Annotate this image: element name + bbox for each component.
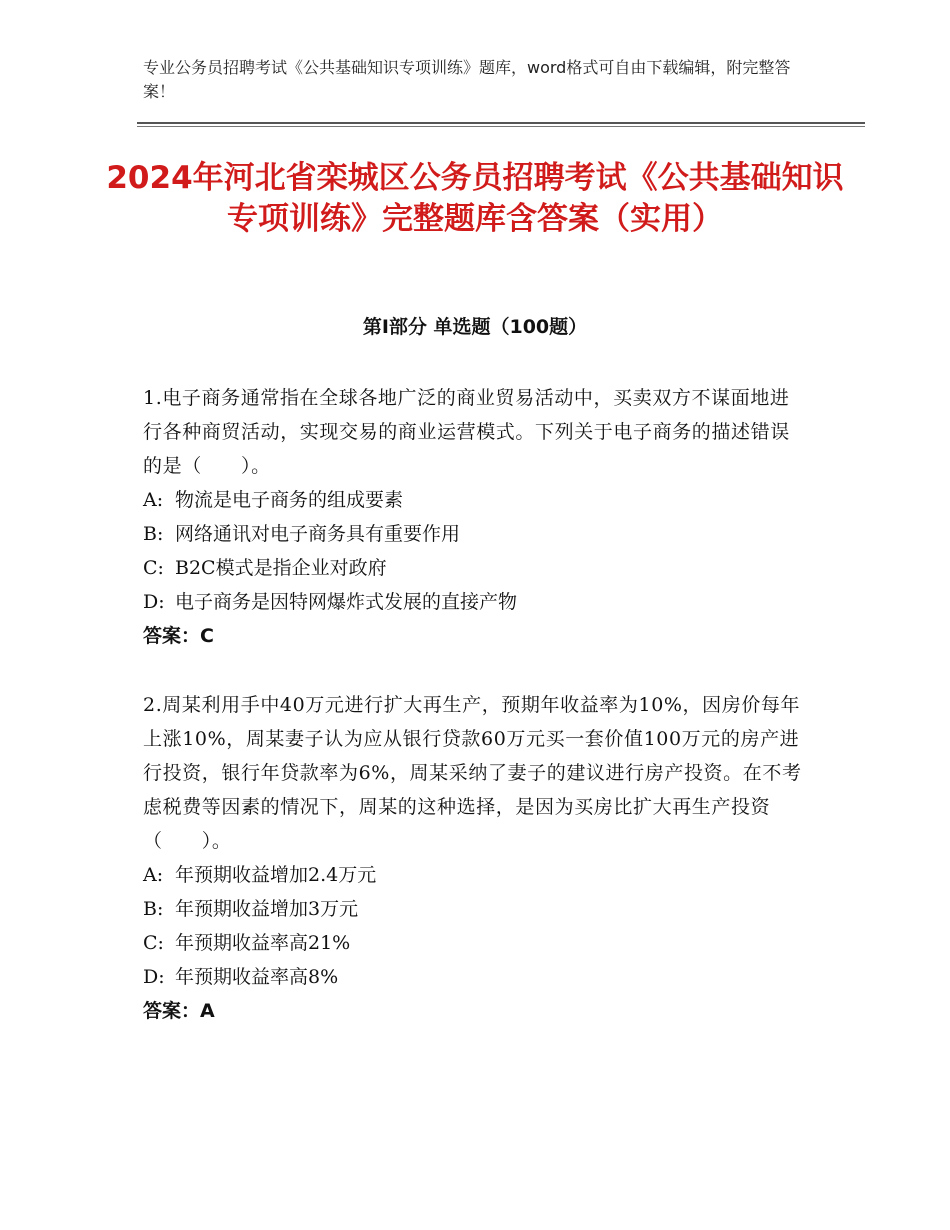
option-letter: B: — [143, 898, 164, 920]
option-text: B2C模式是指企业对政府 — [175, 557, 387, 579]
question-stem: 2.周某利用手中40万元进行扩大再生产，预期年收益率为10%，因房价每年上涨10%，周某妻子认为应从银行贷款60万元买一套价值100万元的房产进行投资，银行年贷款率为6%，周某采纳了妻子的建议进行房产投资。在不考虑税费等因素的情况下，周某的这种选择，是因为买房比扩大再生产投资（ ）。 — [143, 694, 802, 852]
option-text: 电子商务是因特网爆炸式发展的直接产物 — [175, 591, 518, 613]
option-letter: D: — [143, 966, 165, 988]
option-letter: B: — [143, 523, 164, 545]
question-1 — [143, 381, 808, 653]
option-text: 网络通讯对电子商务具有重要作用 — [175, 523, 461, 545]
option-letter: D: — [143, 591, 165, 613]
option-a — [143, 858, 808, 892]
option-a — [143, 483, 808, 517]
option-letter: A: — [143, 864, 164, 886]
option-text: 年预期收益率高8% — [175, 966, 339, 988]
question-2 — [143, 688, 808, 1028]
option-text: 年预期收益率高21% — [175, 932, 351, 954]
question-stem: 1.电子商务通常指在全球各地广泛的商业贸易活动中，买卖双方不谋面地进行各种商贸活动，实现交易的商业运营模式。下列关于电子商务的描述错误的是（ ）。 — [143, 387, 790, 477]
option-letter: A: — [143, 489, 164, 511]
option-d — [143, 960, 808, 994]
option-text: 年预期收益增加3万元 — [175, 898, 359, 920]
document-title: 2024年河北省栾城区公务员招聘考试《公共基础知识专项训练》完整题库含答案（实用） — [106, 160, 844, 237]
header-divider — [137, 122, 865, 124]
option-text: 物流是电子商务的组成要素 — [175, 489, 404, 511]
header-note: 专业公务员招聘考试《公共基础知识专项训练》题库，word格式可自由下载编辑，附完整答案！ — [143, 58, 791, 101]
option-text: 年预期收益增加2.4万元 — [175, 864, 377, 886]
option-b — [143, 517, 808, 551]
option-letter: C: — [143, 557, 164, 579]
option-letter: C: — [143, 932, 164, 954]
answer-text: 答案：A — [143, 1000, 215, 1022]
option-c — [143, 551, 808, 585]
option-d — [143, 585, 808, 619]
option-c — [143, 926, 808, 960]
header-divider-thin — [137, 126, 865, 127]
section-title: 第Ⅰ部分 单选题（100题） — [362, 316, 588, 338]
answer-text: 答案：C — [143, 625, 214, 647]
option-b — [143, 892, 808, 926]
